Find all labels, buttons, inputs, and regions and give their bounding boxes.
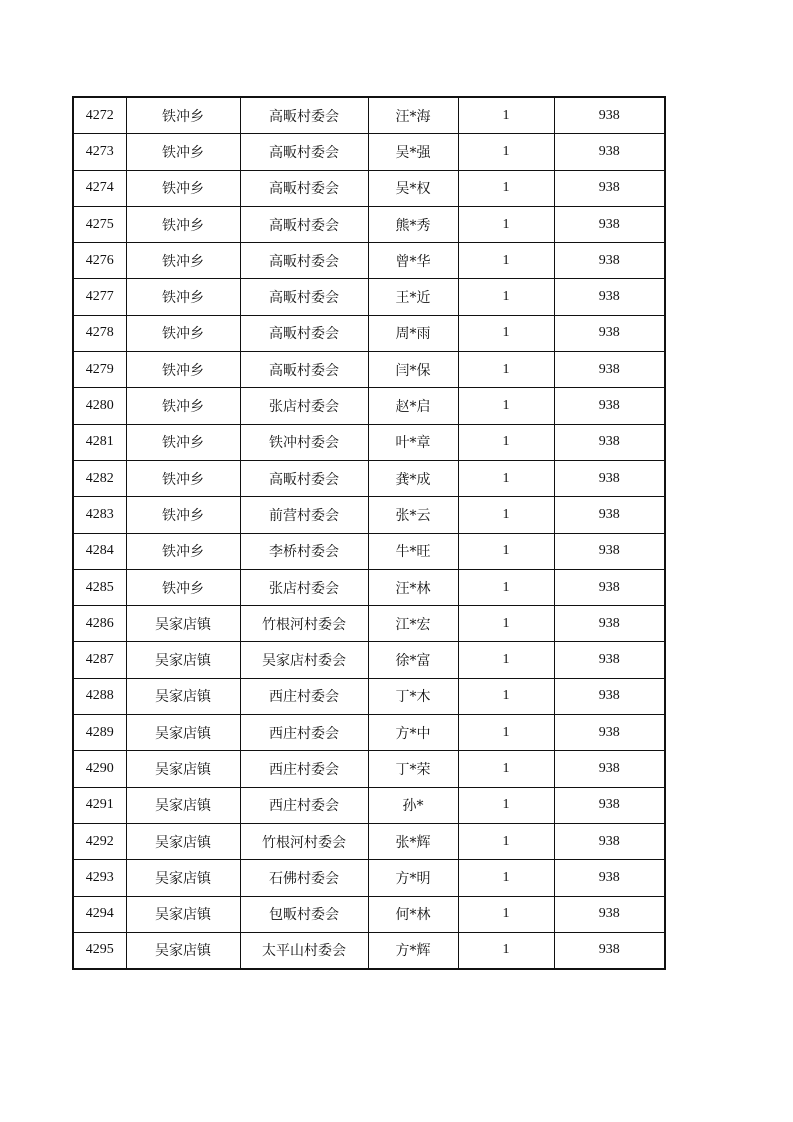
amount-cell: 938 [554, 170, 665, 206]
township-cell: 铁冲乡 [126, 315, 240, 351]
village-committee-cell: 西庄村委会 [240, 678, 368, 714]
count-cell: 1 [458, 352, 554, 388]
count-cell: 1 [458, 388, 554, 424]
row-number-cell: 4287 [73, 642, 126, 678]
amount-cell: 938 [554, 787, 665, 823]
count-cell: 1 [458, 315, 554, 351]
row-number-cell: 4284 [73, 533, 126, 569]
records-table-body [73, 97, 665, 969]
row-number-cell: 4278 [73, 315, 126, 351]
township-cell: 铁冲乡 [126, 170, 240, 206]
amount-cell: 938 [554, 823, 665, 859]
village-committee-cell: 张店村委会 [240, 388, 368, 424]
township-cell: 吴家店镇 [126, 751, 240, 787]
name-cell: 汪*林 [368, 569, 458, 605]
table-row [73, 642, 665, 678]
table-row [73, 606, 665, 642]
row-number-cell: 4274 [73, 170, 126, 206]
township-cell: 吴家店镇 [126, 678, 240, 714]
township-cell: 铁冲乡 [126, 243, 240, 279]
row-number-cell: 4273 [73, 134, 126, 170]
table-row [73, 533, 665, 569]
table-row [73, 896, 665, 932]
amount-cell: 938 [554, 206, 665, 242]
village-committee-cell: 高畈村委会 [240, 97, 368, 134]
count-cell: 1 [458, 243, 554, 279]
count-cell: 1 [458, 424, 554, 460]
table-row [73, 751, 665, 787]
count-cell: 1 [458, 497, 554, 533]
amount-cell: 938 [554, 315, 665, 351]
name-cell: 周*雨 [368, 315, 458, 351]
name-cell: 叶*章 [368, 424, 458, 460]
table-row [73, 860, 665, 896]
name-cell: 熊*秀 [368, 206, 458, 242]
village-committee-cell: 包畈村委会 [240, 896, 368, 932]
count-cell: 1 [458, 860, 554, 896]
village-committee-cell: 西庄村委会 [240, 751, 368, 787]
row-number-cell: 4295 [73, 932, 126, 969]
village-committee-cell: 高畈村委会 [240, 315, 368, 351]
count-cell: 1 [458, 642, 554, 678]
count-cell: 1 [458, 206, 554, 242]
name-cell: 闫*保 [368, 352, 458, 388]
count-cell: 1 [458, 932, 554, 969]
township-cell: 吴家店镇 [126, 932, 240, 969]
township-cell: 铁冲乡 [126, 134, 240, 170]
row-number-cell: 4286 [73, 606, 126, 642]
row-number-cell: 4280 [73, 388, 126, 424]
village-committee-cell: 铁冲村委会 [240, 424, 368, 460]
amount-cell: 938 [554, 424, 665, 460]
table-row [73, 460, 665, 496]
count-cell: 1 [458, 279, 554, 315]
table-row [73, 497, 665, 533]
name-cell: 方*中 [368, 715, 458, 751]
records-table [72, 96, 666, 970]
row-number-cell: 4281 [73, 424, 126, 460]
village-committee-cell: 高畈村委会 [240, 352, 368, 388]
township-cell: 铁冲乡 [126, 424, 240, 460]
table-row [73, 787, 665, 823]
amount-cell: 938 [554, 279, 665, 315]
table-row [73, 388, 665, 424]
row-number-cell: 4279 [73, 352, 126, 388]
count-cell: 1 [458, 460, 554, 496]
row-number-cell: 4272 [73, 97, 126, 134]
township-cell: 铁冲乡 [126, 352, 240, 388]
name-cell: 曾*华 [368, 243, 458, 279]
count-cell: 1 [458, 606, 554, 642]
amount-cell: 938 [554, 932, 665, 969]
township-cell: 铁冲乡 [126, 460, 240, 496]
village-committee-cell: 高畈村委会 [240, 134, 368, 170]
row-number-cell: 4277 [73, 279, 126, 315]
amount-cell: 938 [554, 352, 665, 388]
document-table-container [72, 96, 666, 970]
township-cell: 吴家店镇 [126, 642, 240, 678]
name-cell: 吴*权 [368, 170, 458, 206]
township-cell: 铁冲乡 [126, 388, 240, 424]
row-number-cell: 4293 [73, 860, 126, 896]
township-cell: 铁冲乡 [126, 97, 240, 134]
count-cell: 1 [458, 751, 554, 787]
table-row [73, 279, 665, 315]
name-cell: 吴*强 [368, 134, 458, 170]
name-cell: 何*林 [368, 896, 458, 932]
township-cell: 铁冲乡 [126, 569, 240, 605]
township-cell: 吴家店镇 [126, 715, 240, 751]
count-cell: 1 [458, 97, 554, 134]
count-cell: 1 [458, 787, 554, 823]
township-cell: 吴家店镇 [126, 896, 240, 932]
amount-cell: 938 [554, 388, 665, 424]
amount-cell: 938 [554, 896, 665, 932]
village-committee-cell: 西庄村委会 [240, 787, 368, 823]
table-row [73, 569, 665, 605]
row-number-cell: 4275 [73, 206, 126, 242]
amount-cell: 938 [554, 751, 665, 787]
amount-cell: 938 [554, 134, 665, 170]
township-cell: 铁冲乡 [126, 206, 240, 242]
count-cell: 1 [458, 170, 554, 206]
village-committee-cell: 吴家店村委会 [240, 642, 368, 678]
township-cell: 吴家店镇 [126, 860, 240, 896]
name-cell: 江*宏 [368, 606, 458, 642]
village-committee-cell: 太平山村委会 [240, 932, 368, 969]
table-row [73, 932, 665, 969]
village-committee-cell: 石佛村委会 [240, 860, 368, 896]
row-number-cell: 4289 [73, 715, 126, 751]
name-cell: 徐*富 [368, 642, 458, 678]
name-cell: 牛*旺 [368, 533, 458, 569]
village-committee-cell: 高畈村委会 [240, 170, 368, 206]
name-cell: 龚*成 [368, 460, 458, 496]
row-number-cell: 4292 [73, 823, 126, 859]
table-row [73, 315, 665, 351]
count-cell: 1 [458, 134, 554, 170]
amount-cell: 938 [554, 497, 665, 533]
table-row [73, 424, 665, 460]
row-number-cell: 4285 [73, 569, 126, 605]
name-cell: 张*云 [368, 497, 458, 533]
amount-cell: 938 [554, 715, 665, 751]
name-cell: 王*近 [368, 279, 458, 315]
township-cell: 吴家店镇 [126, 606, 240, 642]
row-number-cell: 4291 [73, 787, 126, 823]
table-row [73, 678, 665, 714]
name-cell: 丁*荣 [368, 751, 458, 787]
name-cell: 方*辉 [368, 932, 458, 969]
table-row [73, 243, 665, 279]
row-number-cell: 4283 [73, 497, 126, 533]
village-committee-cell: 张店村委会 [240, 569, 368, 605]
count-cell: 1 [458, 569, 554, 605]
township-cell: 吴家店镇 [126, 823, 240, 859]
amount-cell: 938 [554, 97, 665, 134]
amount-cell: 938 [554, 533, 665, 569]
count-cell: 1 [458, 678, 554, 714]
count-cell: 1 [458, 533, 554, 569]
name-cell: 张*辉 [368, 823, 458, 859]
village-committee-cell: 高畈村委会 [240, 206, 368, 242]
count-cell: 1 [458, 715, 554, 751]
table-row [73, 715, 665, 751]
name-cell: 方*明 [368, 860, 458, 896]
village-committee-cell: 高畈村委会 [240, 279, 368, 315]
village-committee-cell: 高畈村委会 [240, 460, 368, 496]
township-cell: 吴家店镇 [126, 787, 240, 823]
name-cell: 汪*海 [368, 97, 458, 134]
row-number-cell: 4290 [73, 751, 126, 787]
village-committee-cell: 竹根河村委会 [240, 823, 368, 859]
table-row [73, 352, 665, 388]
row-number-cell: 4288 [73, 678, 126, 714]
name-cell: 赵*启 [368, 388, 458, 424]
name-cell: 孙* [368, 787, 458, 823]
amount-cell: 938 [554, 678, 665, 714]
table-row [73, 134, 665, 170]
amount-cell: 938 [554, 460, 665, 496]
amount-cell: 938 [554, 642, 665, 678]
village-committee-cell: 前营村委会 [240, 497, 368, 533]
amount-cell: 938 [554, 243, 665, 279]
table-row [73, 97, 665, 134]
village-committee-cell: 竹根河村委会 [240, 606, 368, 642]
village-committee-cell: 李桥村委会 [240, 533, 368, 569]
township-cell: 铁冲乡 [126, 279, 240, 315]
table-row [73, 206, 665, 242]
table-row [73, 823, 665, 859]
count-cell: 1 [458, 896, 554, 932]
row-number-cell: 4294 [73, 896, 126, 932]
village-committee-cell: 西庄村委会 [240, 715, 368, 751]
row-number-cell: 4282 [73, 460, 126, 496]
township-cell: 铁冲乡 [126, 533, 240, 569]
table-row [73, 170, 665, 206]
count-cell: 1 [458, 823, 554, 859]
township-cell: 铁冲乡 [126, 497, 240, 533]
amount-cell: 938 [554, 569, 665, 605]
village-committee-cell: 高畈村委会 [240, 243, 368, 279]
amount-cell: 938 [554, 860, 665, 896]
row-number-cell: 4276 [73, 243, 126, 279]
amount-cell: 938 [554, 606, 665, 642]
name-cell: 丁*木 [368, 678, 458, 714]
